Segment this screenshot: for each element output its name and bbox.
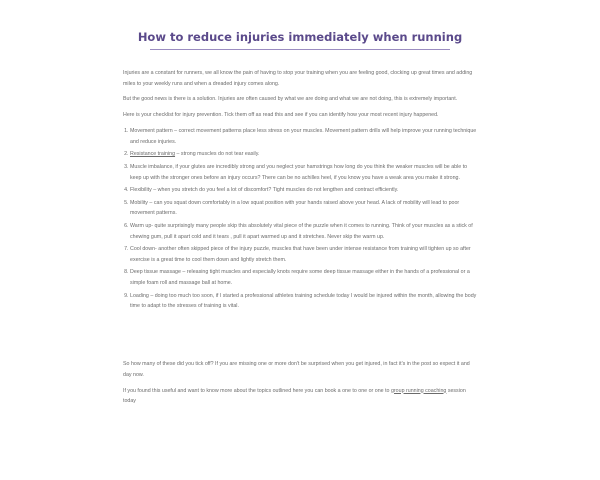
checklist-item-text: Mobility – can you squat down comfortably in a low squat position with your hands raised above your head. A lack of mobility will lead to poor movement patterns. (130, 199, 460, 217)
cta-suffix: session today (123, 387, 466, 405)
cta-paragraph (123, 386, 478, 407)
injury-checklist (123, 126, 478, 312)
checklist-item (130, 221, 478, 242)
article-body (123, 68, 478, 412)
checklist-item-text: Muscle imbalance, if your glutes are incredibly strong and you neglect your hamstrings how long do you think the weaker muscles will be able to keep up with the stronger ones before an injury occurs? There can be no achilles heel, if you know you have a weak area you make it strong. (130, 164, 468, 181)
checklist-item (130, 267, 478, 288)
checklist-item (130, 291, 478, 312)
checklist-item-text: Cool down- another often skipped piece of the injury puzzle, muscles that have been under intense resistance from training will tighten up so after exercise is a great time to cool them down and lightly stretch them. (130, 246, 471, 263)
cta-text: If you found this useful and want to know more about the topics outlined here you can book a one to one or one to (123, 387, 391, 394)
group-coaching-link[interactable]: group running coaching (390, 387, 447, 394)
intro-paragraph: But the good news is there is a solution. Injuries are often caused by what we are doing and what we are not doing, this is extremely important. (123, 96, 458, 103)
resistance-training-link[interactable]: Resistance training (130, 151, 176, 158)
checklist-item-text: Loading – doing too much too soon, if I started a professional athletes training schedule today I would be injured within the month, allowing the body time to adapt to the stresses of training is vital. (130, 292, 477, 310)
checklist-item (130, 162, 478, 183)
title-divider (150, 49, 450, 50)
checklist-item (130, 126, 478, 147)
checklist-item (130, 244, 478, 265)
intro-paragraph: Injuries are a constant for runners, we all know the pain of having to stop your training when you are feeling good, clocking up great times and adding miles to your weekly runs and when a dreaded injury comes along. (123, 70, 473, 87)
checklist-item (130, 185, 478, 196)
checklist-item-text: – strong muscles do not tear easily. (175, 151, 260, 158)
checklist-item-text: Deep tissue massage – releasing tight muscles and especially knots require some deep tissue massage either in the hands of a professional or a simple foam roll and massage ball at home. (130, 269, 470, 286)
outro-paragraph: So how many of these did you tick off? If you are missing one or more don't be surprised when you get injured, in fact it's in the post so expect it and day now. (123, 361, 470, 378)
blank-space (123, 317, 478, 359)
checklist-item (130, 198, 478, 219)
checklist-item (130, 149, 478, 160)
article-title: How to reduce injuries immediately when running (137, 30, 463, 44)
checklist-item-text: Flexibility – when you stretch do you feel a lot of discomfort? Tight muscles do not lengthen and contract efficiently. (130, 187, 399, 194)
intro-paragraph: Here is your checklist for injury prevention. Tick them off as read this and see if you can identify how your most recent injury happened. (123, 112, 439, 119)
checklist-item-text: Movement pattern – correct movement patterns place less stress on your muscles. Movement pattern drills will help improve your running technique and reduce injuries. (130, 128, 477, 145)
checklist-item-text: Warm up- quite surprisingly many people skip this absolutely vital piece of the puzzle when it comes to running. Think of your muscles as a stick of chewing gum, pull it apart cold and it tears , pull it apart warmed up and it stretches. Never skip the warm up. (130, 223, 473, 240)
